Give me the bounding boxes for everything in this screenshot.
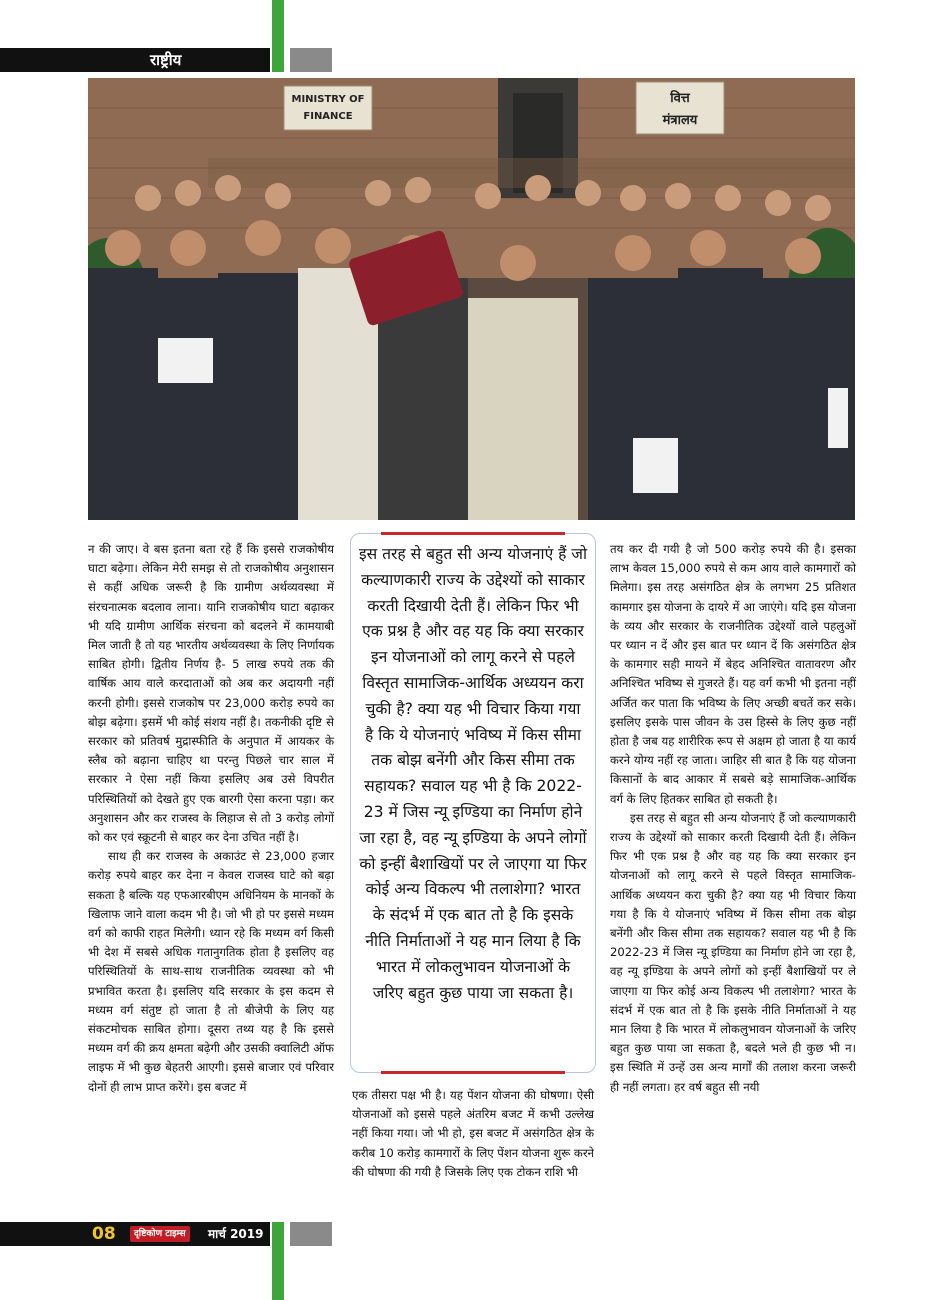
column-1-paragraph-2: साथ ही कर राजस्व के अकाउंट से 23,000 हजार करोड़ रुपये बाहर कर देना न केवल राजस्व घाटे को बढ़ा सकता है बल्कि यह एफआरबीएम अधिनियम के मानकों के खिलाफ जाने वाला कदम भी है। जो भी हो पर इससे मध्यम वर्ग को काफी राहत मिलेगी। ध्यान रहे कि मध्यम वर्ग किसी भी देश में सबसे अधिक गतानुगतिक होता है इसलिए वह परिस्थितियों के साथ-साथ राजनीतिक व्यवस्था को भी प्रभावित करता है। इसलिए यदि सरकार के इस कदम से मध्यम वर्ग संतुष्ट हो जाता है तो बीजेपी के लिए यह संकटमोचक साबित होगा। दूसरा तथ्य यह है कि इससे मध्यम वर्ग की क्रय क्षमता बढ़ेगी और उसकी क्वालिटी ऑफ लाइफ में भी कुछ बेहतरी आएगी। इससे बाजार एवं परिवार दोनों ही लाभ प्राप्त करेंगे। इस बजट में: [88, 849, 334, 1094]
article-column-3: [610, 540, 856, 1097]
issue-date: मार्च 2019: [208, 1227, 264, 1241]
budget-photo: [88, 78, 855, 520]
section-label: राष्ट्रीय: [150, 51, 182, 69]
page-number: 08: [92, 1224, 116, 1244]
footer-green-accent: [272, 1222, 284, 1300]
header-green-accent: [272, 0, 284, 72]
section-header-bar: [0, 48, 270, 72]
header-gray-block: [290, 48, 332, 72]
sign-left-line-2: FINANCE: [303, 111, 353, 122]
magazine-logo: दृष्टिकोण टाइम्स: [130, 1226, 190, 1242]
column-2-paragraph-1: एक तीसरा पक्ष भी है। यह पेंशन योजना की घोषणा। ऐसी योजनाओं को इससे पहले अंतरिम बजट में कभी उल्लेख नहीं किया गया। जो भी हो, इस बजट में असंगठित क्षेत्र के करीब 10 करोड़ कामगारों के लिए पेंशन योजना शुरू करने की घोषणा की गयी है जिसके लिए एक टोकन राशि भी: [352, 1088, 594, 1179]
pull-quote-box: [350, 533, 596, 1073]
sign-left-line-1: MINISTRY OF: [291, 94, 365, 105]
article-column-1: [88, 540, 334, 1097]
article-column-2: [352, 1086, 594, 1182]
sign-right-line-1: वित्त: [670, 91, 690, 106]
pull-quote-text: इस तरह से बहुत सी अन्य योजनाएं हैं जो कल्याणकारी राज्य के उद्देश्यों को साकार करती दिखायी देती हैं। लेकिन फिर भी एक प्रश्न है और वह यह कि क्या सरकार इन योजनाओं को लागू करने से पहले विस्तृत सामाजिक-आर्थिक अध्ययन करा चुकी है? क्या यह भी विचार किया गया है कि ये योजनाएं भविष्य में किस सीमा तक बोझ बनेंगी और किस सीमा तक सहायक? सवाल यह भी है कि 2022-23 में जिस न्यू इण्डिया का निर्माण होने जा रहा है, वह न्यू इण्डिया के अपने लोगों को इन्हीं बैशाखियों पर ले जाएगा या फिर कोई अन्य विकल्प भी तलाशेगा? भारत के संदर्भ में एक बात तो है कि इसके नीति निर्माताओं ने यह मान लिया है कि भारत में लोकलुभावन योजनाओं के जरिए बहुत कुछ पाया जा सकता है।: [359, 545, 588, 1002]
column-3-paragraph-1: तय कर दी गयी है जो 500 करोड़ रुपये की है। इसका लाभ केवल 15,000 रुपये से कम आय वाले कामगारों को मिलेगा। इस तरह असंगठित क्षेत्र के लगभग 25 प्रतिशत कामगार इस योजना के दायरे में आ जाएंगे। यदि इस योजना के व्यय और सरकार के राजनीतिक उद्देश्यों वाले पहलुओं पर ध्यान न दें और इस बात पर ध्यान दें कि असंगठित क्षेत्र के कामगार सही मायने में बेहद अनिश्चित वातावरण और अनिश्चित भविष्य से गुजरते हैं। यह वर्ग कभी भी इतना नहीं अर्जित कर पाता कि भविष्य के लिए अच्छी बचतें कर सके। इसलिए इसके पास जीवन के उस हिस्से के लिए कुछ नहीं होता है जब यह शारीरिक रूप से अक्षम हो जाता है या कार्य करने योग्य नहीं रह जाता। जाहिर सी बात है कि यह योजना किसानों के बाद आकार में सबसे बड़े सामाजिक-आर्थिक वर्ग के लिए हितकर साबित हो सकती है।: [610, 542, 856, 806]
pull-quote-top-rule: [381, 532, 565, 535]
pull-quote-bottom-rule: [381, 1071, 565, 1074]
column-3-paragraph-2: इस तरह से बहुत सी अन्य योजनाएं हैं जो कल्याणकारी राज्य के उद्देश्यों को साकार करती दिखायी देती हैं। लेकिन फिर भी एक प्रश्न है और वह यह कि क्या सरकार इन योजनाओं को लागू करने से पहले विस्तृत सामाजिक-आर्थिक अध्ययन करा चुकी है? क्या यह भी विचार किया गया है कि ये योजनाएं भविष्य में किस सीमा तक बोझ बनेंगी और किस सीमा तक सहायक? सवाल यह भी है कि 2022-23 में जिस न्यू इण्डिया का निर्माण होने जा रहा है, वह न्यू इण्डिया के अपने लोगों को इन्हीं बैशाखियों पर ले जाएगा या फिर कोई अन्य विकल्प भी तलाशेगा? भारत के संदर्भ में एक बात तो है कि इसके नीति निर्माताओं ने यह मान लिया है कि भारत में लोकलुभावन योजनाओं के जरिए बहुत कुछ पाया जा सकता है, बदले भले ही कुछ भी न। इस स्थिति में उन्हें उस अन्य मार्गों की तलाश करना जरूरी ही नहीं लगता। हर वर्ष बहुत सी नयी: [610, 810, 856, 1094]
footer-gray-block: [290, 1222, 332, 1246]
sign-right-line-2: मंत्रालय: [662, 113, 698, 128]
column-1-paragraph-1: न की जाए। वे बस इतना बता रहे हैं कि इससे राजकोषीय घाटा बढ़ेगा। लेकिन मेरी समझ से तो राजकोषीय अनुशासन से कहीं अधिक जरूरी है कि ग्रामीण अर्थव्यवस्था में संरचनात्मक बदलाव लाना। यानि राजकोषीय घाटा बढ़ाकर भी यदि ग्रामीण आर्थिक संरचना को बदलने में कामयाबी मिल जाती है तो यह भारतीय अर्थव्यवस्था के लिए निर्णायक साबित होगी। द्वितीय निर्णय है- 5 लाख रुपये तक की वार्षिक आय वाले करदाताओं को अब कर अदायगी नहीं करनी होगी। इससे राजकोष पर 23,000 करोड़ रुपये का बोझ बढ़ेगा। इसमें भी कोई संशय नहीं है। तकनीकी दृष्टि से सरकार को प्रतिवर्ष मुद्रास्फीति के अनुपात में आयकर के स्लैब को बढ़ाना चाहिए था परन्तु पिछले चार साल में सरकार ने ऐसा नहीं किया इसलिए अब उसे विपरीत परिस्थितियों को देखते हुए एक बारगी ऐसा करना पड़ा। कर अनुशासन और कर राजस्व के लिहाज से तो 3 करोड़ लोगों को कर एवं स्क्रूटनी से बाहर कर देना उचित नहीं है।: [88, 542, 334, 845]
